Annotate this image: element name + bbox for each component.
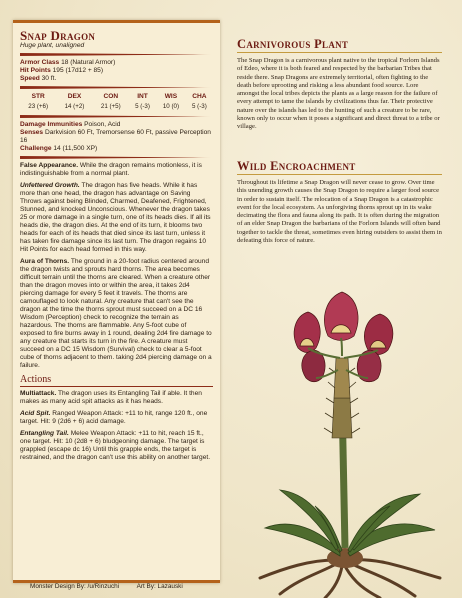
ability-scores: [20, 92, 213, 112]
divider: [20, 53, 213, 56]
thorn-column: [332, 358, 352, 438]
section-heading: Carnivorous Plant: [237, 37, 349, 51]
snap-dragon-illustration: [240, 278, 462, 598]
section-text: Throughout its lifetime a Snap Dragon will never cease to grow. Over time this unending growth causes the Snap Dragon to require a larger food source in order to sustain itself. The relocation of a Snap Dragon is a catastrophic event for the local ecosystem. As unforgiving thorns sprout up in its wake decimating the flora and fauna along its path. It is often during the migration of an elder Snap Dragon the barbarians of the Forlorn Islands will often band together to tackle the threat, sometimes even hiring outsiders to assist them in defeating this force of nature.: [237, 179, 442, 245]
monster-type: Huge plant, unaligned: [20, 42, 85, 49]
damage-immunities: Damage Immunities Poison, Acid: [20, 121, 121, 128]
section-heading: Wild Encroachment: [237, 159, 356, 173]
action-entangling-tail: Entangling Tail. Melee Weapon Attack: +11 to hit, reach 15 ft., one target. Hit: 10 (2d8 + 6) bludgeoning damage. The target is grappled (escape dc 16) Until this grapple ends, the target is restrained, and the dragon can't use this ability on another target.: [20, 430, 211, 461]
monster-design-credit: Monster Design By: /u/Rinzuchi: [30, 583, 120, 590]
hit-points: Hit Points 195 (17d12 + 85): [20, 67, 104, 74]
leaves: [265, 490, 435, 556]
credits: [30, 583, 260, 591]
section-carnivorous-plant: [237, 38, 442, 132]
challenge: Challenge 14 (11,500 XP): [20, 145, 98, 152]
stat-block: [13, 20, 220, 583]
ability-value: 10 (0): [162, 103, 180, 110]
ability-label: WIS: [164, 93, 178, 100]
trait-aura-of-thorns: Aura of Thorns. The ground in a 20-foot radius centered around the dragon twists and sprouts hard thorns. The area becomes difficult terrain until the thorns are cleared. When a creature other than the dragon moves into or within the area, it takes 2d4 piercing damage for every 5 feet it travels. The thorns are camouflaged to look natural. Any creature that can't see the dragon at the time the thorns sprout must succeed on a DC 16 Wisdom (Perception) check to recognize the terrain as hazardous. The thorns are flammable. Any 5-foot cube of exposed to fire burns away in 1 round, dealing 2d4 fire damage to any creature that starts its turn in the fire. A creature must succeed on a DC 15 Wisdom (Survival) check to clear a 5-foot cube of thorns adjacent to them. taking 2d4 piercing damage on a failure.: [20, 258, 212, 369]
heading-underline: [237, 52, 442, 53]
ability-value: 21 (+5): [100, 103, 121, 110]
action-multiattack: Multiattack. The dragon uses its Entangling Tail if able. It then makes as many acid spit attacks as it has heads.: [20, 390, 202, 405]
trait-unfettered-growth: Unfettered Growth. The dragon has five heads. While it has more than one head, the dragon has advantage on Saving Throws against being Blinded, Charmed, Deafened, Frightened, Stunned, and knocked Unconscious. Whenever the dragon takes 25 or more damage in a single turn, one of its heads dies. If all its heads die, the dragon dies. At the end of its turn, it blooms two heads for each of its heads that died since its last turn, unless it has taken fire damage since its last turn. The dragon regains 10 Hit Points for each head formed in this way.: [20, 182, 211, 253]
ability-label: DEX: [67, 93, 82, 100]
armor-class: Armor Class 18 (Natural Armor): [20, 59, 116, 66]
heading-underline: [237, 174, 442, 175]
speed: Speed 30 ft.: [20, 75, 57, 82]
actions-heading: Actions: [20, 374, 213, 387]
trait-false-appearance: False Appearance. While the dragon remains motionless, it is indistinguishable from a normal plant.: [20, 162, 202, 177]
monster-name: Snap Dragon: [20, 28, 96, 43]
ability-value: 14 (+2): [64, 103, 85, 110]
senses: Senses Darkvision 60 Ft, Tremorsense 60 Ft, passive Perception 16: [20, 129, 211, 144]
action-acid-spit: Acid Spit. Ranged Weapon Attack: +11 to hit, range 120 ft., one target. Hit: 9 (2d6 + 6) acid damage.: [20, 410, 208, 425]
ability-value: 5 (-3): [135, 103, 150, 110]
ability-value: 5 (-3): [191, 103, 207, 110]
ability-label: CHA: [192, 93, 207, 100]
section-text: The Snap Dragon is a carnivorous plant native to the tropical Forlorn Islands of Edeo, where it is both feared and respected by the barbarian Tribes that reside there. Snap Dragons are extremely territorial, often fighting to the death before uprooting and risking a less abundant food source. Lore amongst the local tribes depicts the plants as a large reason for the failure of every attempt to tame the islands by civilizations thus far. Their protective nature over the islands has led to the hunting of such a creature to be rare, known only to occur when it poses a significant and direct threat to a tribe or village.: [237, 57, 440, 131]
art-credit: Art By: Lazauski: [136, 583, 183, 590]
divider: [20, 156, 213, 159]
ability-label: CON: [103, 93, 119, 100]
ability-value: 23 (+6): [28, 103, 49, 110]
ability-label: STR: [31, 93, 45, 100]
ability-label: INT: [137, 93, 148, 100]
divider: [20, 115, 213, 118]
divider: [20, 86, 213, 89]
section-wild-encroachment: [237, 160, 442, 245]
